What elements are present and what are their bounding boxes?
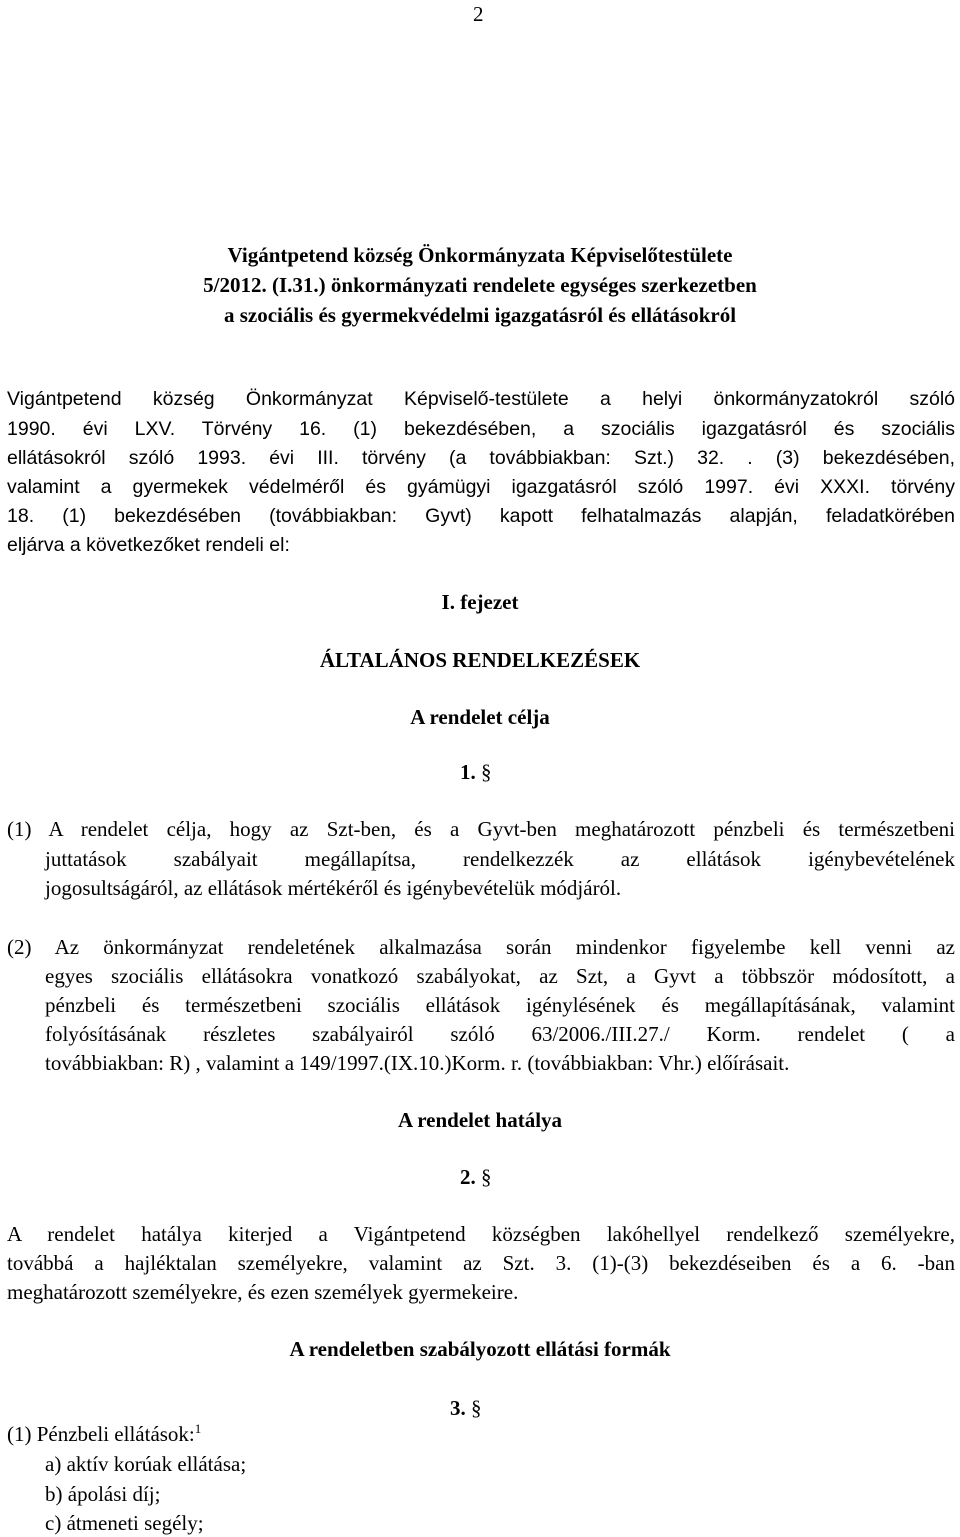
page-number: 2	[473, 2, 484, 26]
s1p1-line-2: juttatások szabályait megállapítsa, rendelkezzék az ellátások igénybevételének	[45, 847, 955, 871]
list-item: b) ápolási díj;	[45, 1482, 161, 1506]
preamble-line-6: eljárva a következőket rendeli el:	[7, 534, 290, 556]
s1p1-line-3: jogosultságáról, az ellátások mértékéről és igénybevételük módjáról.	[45, 876, 622, 900]
preamble-line-1: Vigántpetend község Önkormányzat Képviselő-testülete a helyi önkormányzatokról szóló	[7, 388, 955, 410]
preamble-line-3: ellátásokról szóló 1993. évi III. törvény (a továbbiakban: Szt.) 32. . (3) bekezdésében,	[7, 447, 955, 469]
list-item: c) átmeneti segély;	[45, 1511, 204, 1535]
s1p1-line-1: (1) A rendelet célja, hogy az Szt-ben, és a Gyvt-ben meghatározott pénzbeli és természetbeni	[7, 817, 955, 841]
preamble-line-5: 18. (1) bekezdésében (továbbiakban: Gyvt) kapott felhatalmazás alapján, feladatkörében	[7, 505, 955, 527]
section-2-heading: A rendelet hatálya	[397, 1108, 563, 1132]
chapter-number: I. fejezet	[441, 590, 519, 614]
s2p-line-2: továbbá a hajléktalan személyekre, valamint az Szt. 3. (1)-(3) bekezdéseiben és a 6. -ban	[7, 1251, 955, 1275]
section-1-heading: A rendelet célja	[410, 705, 550, 729]
s1p2-line-3: pénzbeli és természetbeni szociális ellátások igénylésének és megállapításának, valamint	[45, 993, 955, 1017]
s2p-line-1: A rendelet hatálya kiterjed a Vigántpetend községben lakóhellyel rendelkező személyekre,	[7, 1222, 955, 1246]
header-line-2: 5/2012. (I.31.) önkormányzati rendelete egységes szerkezetben	[203, 273, 757, 297]
section-sign-icon: §	[481, 760, 492, 784]
chapter-title: ÁLTALÁNOS RENDELKEZÉSEK	[319, 648, 641, 672]
section-2-number: 2. §	[460, 1165, 492, 1189]
section-1-number: 1. §	[460, 760, 492, 784]
section-3-item-intro: (1) Pénzbeli ellátások:$^1$	[7, 1421, 202, 1446]
header-line-3: a szociális és gyermekvédelmi igazgatásról és ellátásokról	[223, 303, 737, 327]
preamble-line-4: valamint a gyermekek védelméről és gyámügyi igazgatásról szóló 1997. évi XXXI. törvény	[7, 476, 955, 498]
preamble-line-2: 1990. évi LXV. Törvény 16. (1) bekezdésében, a szociális igazgatásról és szociális	[7, 418, 955, 440]
section-sign-icon: §	[471, 1396, 482, 1420]
list-item: a) aktív korúak ellátása;	[45, 1452, 247, 1476]
s1p2-line-5: továbbiakban: R) , valamint a 149/1997.(IX.10.)Korm. r. (továbbiakban: Vhr.) előírásait.	[45, 1051, 790, 1075]
section-sign-icon: §	[481, 1165, 492, 1189]
s1p2-line-1: (2) Az önkormányzat rendeletének alkalmazása során mindenkor figyelembe kell venni az	[7, 935, 955, 959]
s2p-line-3: meghatározott személyekre, és ezen személyek gyermekeire.	[7, 1280, 519, 1304]
section-3-heading: A rendeletben szabályozott ellátási formák	[289, 1337, 671, 1361]
s1p2-line-2: egyes szociális ellátásokra vonatkozó szabályokat, az Szt, a Gyvt a többször módosított, a	[45, 964, 955, 988]
footnote-ref[interactable]: 1	[194, 1421, 202, 1436]
s1p2-line-4: folyósításának részletes szabályairól szóló 63/2006./III.27./ Korm. rendelet ( a	[45, 1022, 955, 1046]
header-line-1: Vigántpetend község Önkormányzata Képviselőtestülete	[227, 243, 733, 267]
section-3-number: 3. §	[450, 1396, 482, 1420]
